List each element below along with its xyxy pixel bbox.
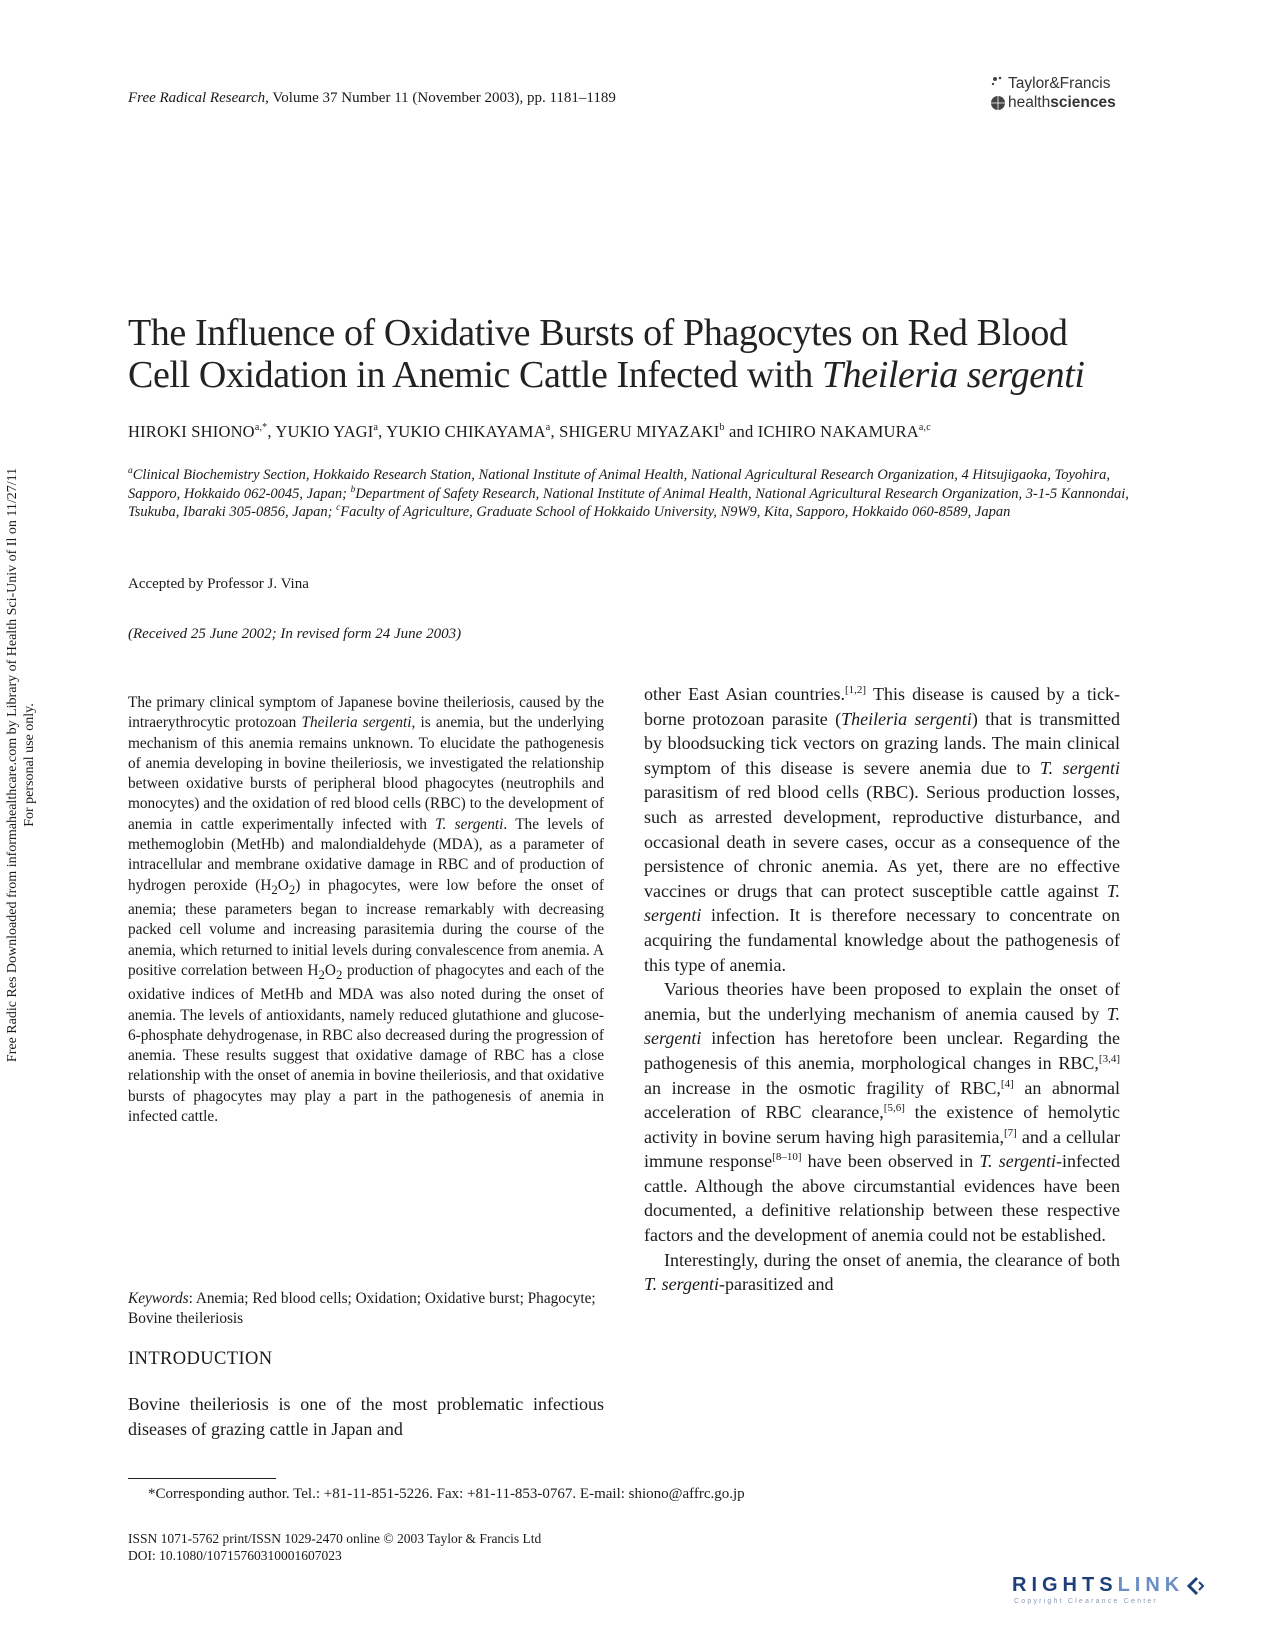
body-right-column (644, 682, 1120, 1297)
intro-paragraph-left: Bovine theileriosis is one of the most problematic infectious diseases of grazing cattle in Japan and (128, 1394, 604, 1439)
article-title (128, 312, 1138, 396)
corresponding-author-footnote: *Corresponding author. Tel.: +81-11-851-5226. Fax: +81-11-853-0767. E-mail: shiono@affrc.go.jp (148, 1486, 745, 1502)
author: YUKIO CHIKAYAMA$^a$, (386, 422, 560, 441)
body-paragraph: Interestingly, during the onset of anemia, the clearance of both T. sergenti-parasitized and (644, 1249, 1120, 1295)
section-heading-introduction: INTRODUCTION (128, 1349, 273, 1369)
journal-details: , Volume 37 Number 11 (November 2003), pp. 1181–1189 (265, 90, 616, 106)
download-watermark (4, 355, 38, 1175)
title-line-1: The Influence of Oxidative Bursts of Phagocytes on Red Blood (128, 312, 1068, 354)
keywords: Keywords: Anemia; Red blood cells; Oxidation; Oxidative burst; Phagocyte; Bovine theileriosis (128, 1290, 596, 1327)
author: YUKIO YAGI$^a$, (275, 422, 387, 441)
rightslink-logo[interactable] (1012, 1574, 1206, 1605)
publisher-globe-icon (990, 95, 1006, 111)
issn-line: ISSN 1071-5762 print/ISSN 1029-2470 online © 2003 Taylor & Francis Ltd (128, 1531, 542, 1546)
affiliations: $^a$Clinical Biochemistry Section, Hokkaido Research Station, National Institute of Animal Health, National Agricultural Research Organization, 4 Hitsujigaoka, Toyohira, Sapporo, Hokkaido 062-0045, Japan; $^b$Department of Safety Research, National Institute of Animal Health, National Agricultural Research Organization, 3-1-5 Kannondai, Tsukuba, Ibaraki 305-0856, Japan; $^c$Faculty of Agriculture, Graduate School of Hokkaido University, N9W9, Kita, Sapporo, Hokkaido 060-8589, Japan (128, 466, 1129, 520)
issn-doi (128, 1530, 541, 1564)
doi-line: DOI: 10.1080/10715760310001607023 (128, 1548, 342, 1563)
body-paragraph: Various theories have been proposed to explain the onset of anemia, but the underlying mechanism of anemia caused by T. sergenti infection has heretofore been unclear. Regarding the pathogenesis of this anemia, morphological changes in RBC,[3,4] an increase in the osmotic fragility of RBC,[4] an abnormal acceleration of RBC clearance,[5,6] the existence of hemolytic activity in bovine serum having high parasitemia,[7] and a cellular immune response[8–10] have been observed in T. sergenti-infected cattle. Although the above circumstantial evidences have been documented, a definitive relationship between these respective factors and the development of anemia could not be established. (644, 979, 1121, 1246)
author: SHIGERU MIYAZAKI$^b$ and (559, 422, 758, 441)
body-paragraph: other East Asian countries.[1,2] This disease is caused by a tick-borne protozoan parasite (Theileria sergenti) that is transmitted by bloodsucking tick vectors on grazing lands. The main clinical symptom of this disease is severe anemia due to T. sergenti parasitism of red blood cells (RBC). Serious production losses, such as arrested development, reproductive disturbance, and occasional death in severe cases, occur as a consequence of the persistence of chronic anemia. As yet, there are no effective vaccines or drugs that can protect susceptible cattle against T. sergenti infection. It is therefore necessary to concentrate on acquiring the fundamental knowledge about the pathogenesis of this type of anemia. (644, 684, 1121, 975)
publisher-dots-icon (990, 76, 1006, 92)
author-list (128, 422, 1138, 442)
received-dates: (Received 25 June 2002; In revised form 24 June 2003) (128, 626, 462, 642)
watermark-line-1: Free Radic Res Downloaded from informahealthcare.com by Library of Health Sci-Univ of Il on 11/27/11 (5, 467, 20, 1063)
accepted-by: Accepted by Professor J. Vina (128, 576, 309, 592)
rightslink-text: RIGHTSLINK (1012, 1574, 1185, 1596)
rightslink-chevron-icon (1184, 1575, 1206, 1597)
author: ICHIRO NAKAMURA$^{a,c}$ (757, 422, 931, 441)
publisher-subname: healthsciences (1008, 94, 1116, 111)
publisher-logo (990, 74, 1150, 112)
journal-citation (128, 90, 616, 107)
journal-name: Free Radical Research (128, 90, 266, 106)
footnote-rule (128, 1478, 276, 1479)
author: HIROKI $SHIONO^{a,*}$, (128, 422, 276, 441)
abstract: The primary clinical symptom of Japanese bovine theileriosis, caused by the intraerythrocytic protozoan Theileria sergenti, is anemia, but the underlying mechanism of this anemia remains unknown. To elucidate the pathogenesis of anemia developing in bovine theileriosis, we investigated the relationship between oxidative bursts of peripheral blood phagocytes (neutrophils and monocytes) and the oxidation of red blood cells (RBC) to the development of anemia in cattle experimentally infected with T. sergenti. The levels of methemoglobin (MetHb) and malondialdehyde (MDA), as a parameter of intracellular and membrane oxidative damage in RBC and of production of hydrogen peroxide $(H_2O_2)$ in phagocytes, were low before the onset of anemia; these parameters began to increase remarkably with decreasing packed cell volume and increasing parasitemia during the course of the anemia, which returned to initial levels during convalescence from anemia. A positive correlation between $H_2O_2$ production of phagocytes and each of the oxidative indices of MetHb and MDA was also noted during the onset of anemia. The levels of antioxidants, namely reduced glutathione and glucose-6-phosphate dehydrogenase, in RBC also decreased during the progression of anemia. These results suggest that oxidative damage of RBC has a close relationship with the onset of anemia in bovine theileriosis, and that oxidative bursts of phagocytes may play a part in the pathogenesis of anemia in infected cattle. (128, 694, 605, 1126)
title-line-2: Cell Oxidation in Anemic Cattle Infected with Theileria sergenti (128, 354, 1085, 396)
watermark-line-2: For personal use only. (22, 703, 37, 827)
rightslink-subtitle: Copyright Clearance Center (1014, 1598, 1158, 1605)
publisher-name: Taylor&Francis (1008, 75, 1111, 92)
